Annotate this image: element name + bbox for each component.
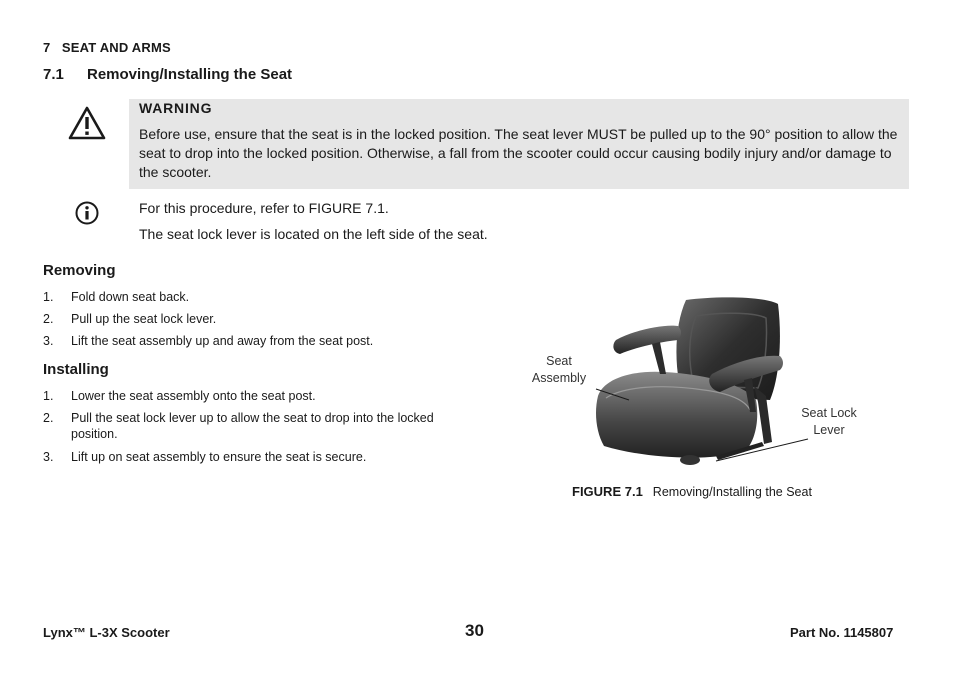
callout-seat-line1: Seat: [546, 354, 572, 368]
step-text: Lift up on seat assembly to ensure the seat is secure.: [71, 450, 367, 464]
warning-title: WARNING: [139, 100, 213, 116]
removing-title: Removing: [43, 262, 116, 279]
step-text: Lift the seat assembly up and away from the seat post.: [71, 334, 374, 348]
note-reference: For this procedure, refer to FIGURE 7.1.: [139, 200, 389, 216]
info-icon: [75, 201, 99, 225]
callout-lever-line2: Lever: [813, 423, 845, 437]
warning-triangle-icon: [68, 106, 106, 140]
footer-page-number: 30: [465, 621, 484, 640]
step-number: 1.: [43, 290, 54, 304]
subsection-number: 7.1: [43, 66, 64, 83]
step-number: 3.: [43, 334, 54, 348]
callout-seat-line2: Assembly: [531, 371, 587, 385]
step-number: 2.: [43, 312, 54, 326]
note-lever-location: The seat lock lever is located on the left side of the seat.: [139, 226, 488, 242]
step-number: 2.: [43, 411, 54, 425]
seat-illustration: [594, 296, 794, 468]
warning-text: Before use, ensure that the seat is in the locked position. The seat lever MUST be pulled up to the 90° position to allow the seat to drop into the locked position. Otherwise, a fall from the scooter could occur causing bodily injury and/or damage to the scooter.: [139, 126, 898, 180]
step-number: 3.: [43, 450, 54, 464]
section-header: 7 SEAT AND ARMS: [43, 40, 171, 55]
step-text: Pull the seat lock lever up to allow the seat to drop into the locked position.: [71, 411, 434, 441]
callout-seat-assembly: [527, 353, 591, 387]
footer-part-number: Part No. 1145807: [790, 625, 894, 640]
figure-caption-text: Removing/Installing the Seat: [652, 485, 812, 499]
step-number: 1.: [43, 389, 54, 403]
callout-lever-line1: Seat Lock: [801, 406, 857, 420]
figure-caption-label: FIGURE 7.1: [572, 484, 643, 499]
warning-box: [129, 99, 909, 189]
callout-seat-lock-lever: [794, 405, 864, 439]
footer-product-name: Lynx™ L-3X Scooter: [43, 625, 170, 640]
step-text: Fold down seat back.: [71, 290, 190, 304]
step-text: Lower the seat assembly onto the seat post.: [71, 389, 316, 403]
installing-title: Installing: [43, 361, 109, 378]
subsection-title: [43, 66, 292, 83]
figure-caption: [572, 484, 812, 499]
step-text: Pull up the seat lock lever.: [71, 312, 217, 326]
subsection-title-text: Removing/Installing the Seat: [87, 66, 293, 83]
